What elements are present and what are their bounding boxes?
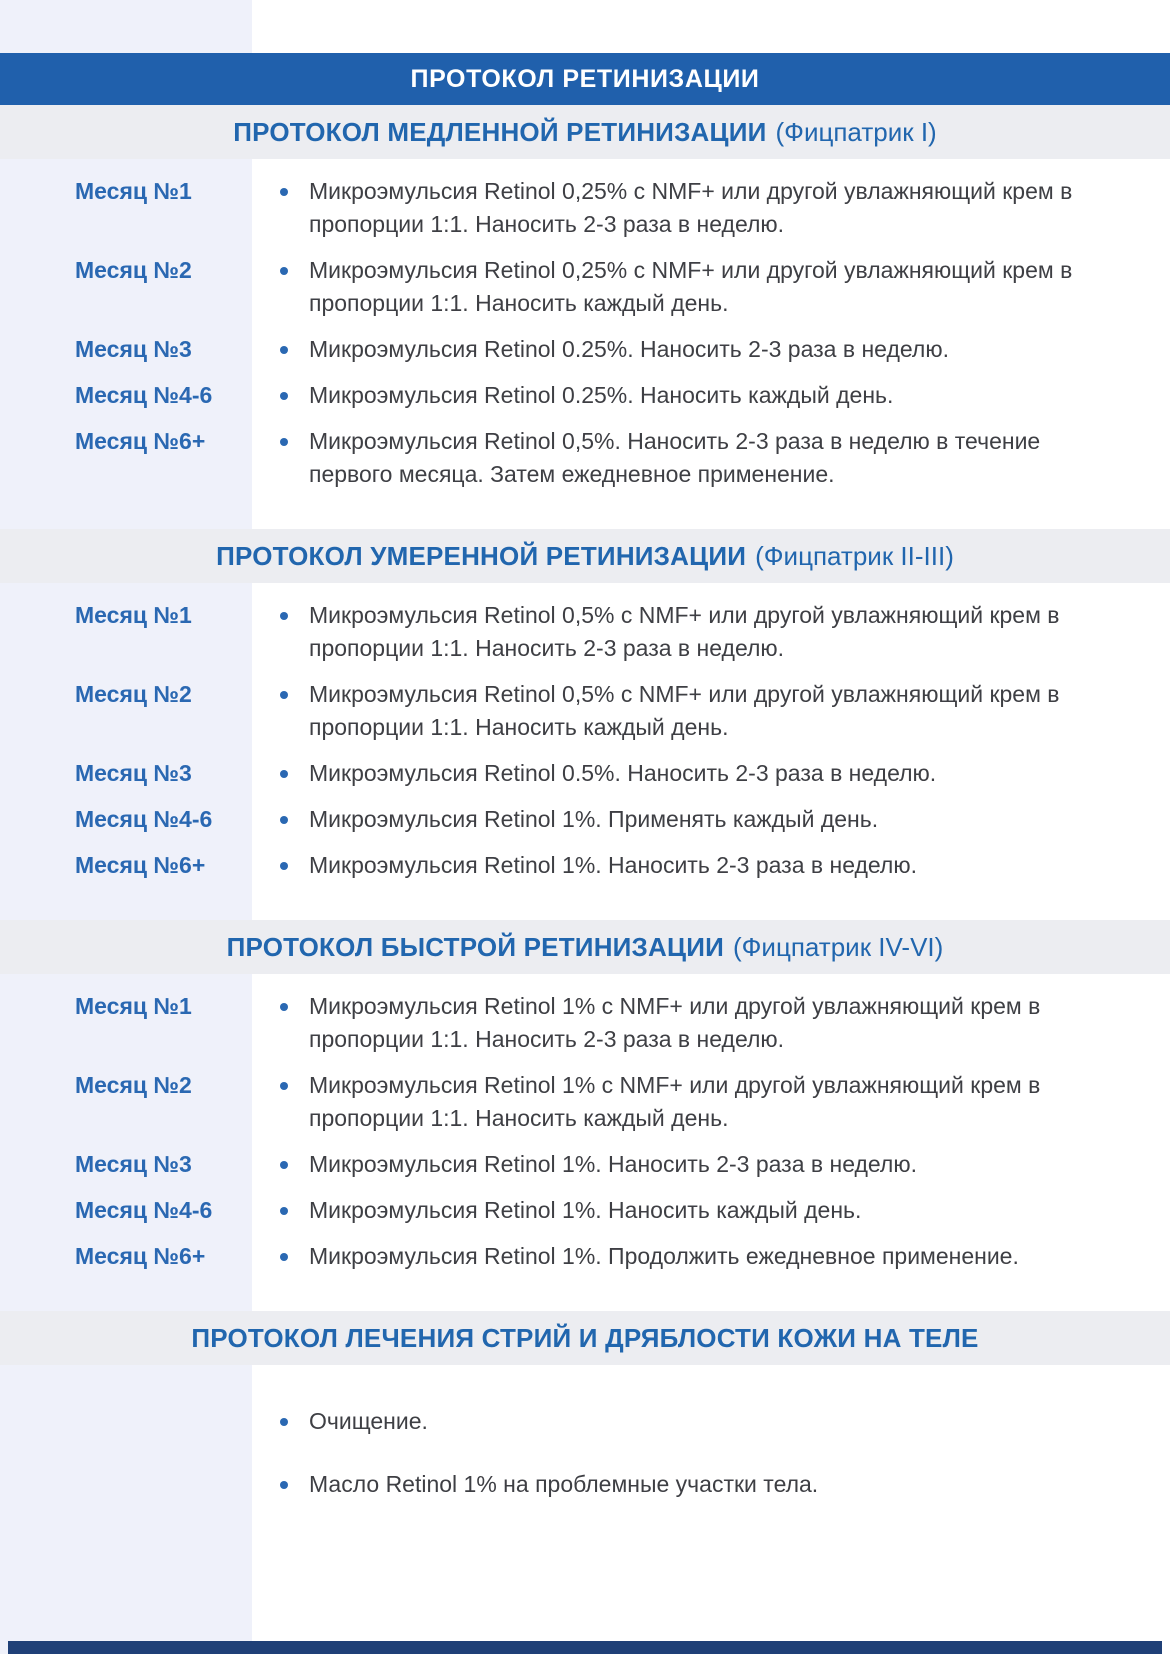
instruction-text: Микроэмульсия Retinol 0.25%. Наносить 2-3 раза в неделю. [309,336,949,362]
section-title: ПРОТОКОЛ МЕДЛЕННОЙ РЕТИНИЗАЦИИ [233,116,767,147]
month-label: Месяц №1 [75,602,192,628]
bullet-icon [280,612,288,620]
month-label: Месяц №3 [75,336,192,362]
bullet-icon [280,188,288,196]
instruction-text: Микроэмульсия Retinol 0,5% с NMF+ или другой увлажняющий крем в пропорции 1:1. Наносить каждый день. [309,681,1060,740]
bullet-icon [280,1082,288,1090]
month-label: Месяц №1 [75,178,192,204]
document-title-bar [0,53,1170,105]
instruction-text: Микроэмульсия Retinol 1%. Наносить 2-3 раза в неделю. [309,1151,917,1177]
instruction-text: Микроэмульсия Retinol 0.5%. Наносить 2-3 раза в неделю. [309,760,937,786]
bullet-icon [280,1207,288,1215]
row-body [280,1468,818,1501]
instruction-text: Микроэмульсия Retinol 0,5%. Наносить 2-3 раза в неделю в течение первого месяца. Затем ежедневное применение. [309,428,1041,487]
section-banner-slow-retinization [0,105,1170,159]
top-margin [0,0,1170,53]
protocol-row [0,1069,1170,1135]
protocol-row [0,1468,1170,1501]
bullet-icon [280,770,288,778]
month-label: Месяц №3 [75,1151,192,1177]
protocol-row [0,425,1170,491]
row-body [280,599,1084,665]
row-body [280,1194,861,1227]
bullet-icon [280,267,288,275]
instruction-text: Микроэмульсия Retinol 1%. Продолжить ежедневное применение. [309,1243,1019,1269]
bullet-icon [280,816,288,824]
protocol-row [0,175,1170,241]
section-rows-slow [0,159,1170,529]
bullet-icon [280,1418,288,1426]
section-subtitle: (Фицпатрик IV-VI) [733,931,944,962]
month-label: Месяц №4-6 [75,806,213,832]
protocol-row [0,1194,1170,1227]
bullet-icon [280,438,288,446]
protocol-row [0,757,1170,790]
month-label: Месяц №3 [75,760,192,786]
row-body [280,175,1084,241]
instruction-text: Масло Retinol 1% на проблемные участки тела. [309,1471,819,1497]
instruction-text: Очищение. [309,1408,428,1434]
section-rows-moderate [0,583,1170,920]
instruction-text: Микроэмульсия Retinol 0.25%. Наносить каждый день. [309,382,894,408]
section-banner-fast-retinization [0,920,1170,974]
row-body [280,678,1084,744]
row-body [280,1240,1019,1273]
section-rows-fast [0,974,1170,1311]
bullet-icon [280,862,288,870]
bullet-icon [280,691,288,699]
month-label: Месяц №2 [75,1072,192,1098]
month-label: Месяц №1 [75,993,192,1019]
row-body [280,254,1084,320]
month-label: Месяц №2 [75,681,192,707]
section-title: ПРОТОКОЛ ЛЕЧЕНИЯ СТРИЙ И ДРЯБЛОСТИ КОЖИ НА ТЕЛЕ [191,1322,979,1353]
row-body [280,1069,1084,1135]
section-title: ПРОТОКОЛ БЫСТРОЙ РЕТИНИЗАЦИИ [226,931,724,962]
protocol-row [0,599,1170,665]
row-body [280,849,917,882]
protocol-row [0,1148,1170,1181]
footer-bar [8,1641,1162,1654]
section-subtitle: (Фицпатрик II-III) [755,540,954,571]
protocol-row [0,254,1170,320]
protocol-row [0,678,1170,744]
bullet-icon [280,1003,288,1011]
instruction-text: Микроэмульсия Retinol 0,25% с NMF+ или другой увлажняющий крем в пропорции 1:1. Наносить каждый день. [309,257,1073,316]
row-body [280,379,893,412]
instruction-text: Микроэмульсия Retinol 0,25% с NMF+ или другой увлажняющий крем в пропорции 1:1. Наносить 2-3 раза в неделю. [309,178,1073,237]
row-body [280,990,1084,1056]
month-label: Месяц №6+ [75,428,206,454]
instruction-text: Микроэмульсия Retinol 1%. Наносить каждый день. [309,1197,862,1223]
instruction-text: Микроэмульсия Retinol 1% с NMF+ или другой увлажняющий крем в пропорции 1:1. Наносить 2-3 раза в неделю. [309,993,1041,1052]
protocol-row [0,379,1170,412]
protocol-row [0,333,1170,366]
protocol-row [0,1405,1170,1438]
page-title: ПРОТОКОЛ РЕТИНИЗАЦИИ [410,64,760,93]
section-title: ПРОТОКОЛ УМЕРЕННОЙ РЕТИНИЗАЦИИ [216,540,747,571]
row-body [280,757,936,790]
month-label: Месяц №6+ [75,1243,206,1269]
month-label: Месяц №2 [75,257,192,283]
row-body [280,803,878,836]
bullet-icon [280,1161,288,1169]
row-body [280,333,949,366]
bullet-icon [280,1253,288,1261]
bullet-icon [280,1481,288,1489]
instruction-text: Микроэмульсия Retinol 0,5% с NMF+ или другой увлажняющий крем в пропорции 1:1. Наносить 2-3 раза в неделю. [309,602,1060,661]
month-label: Месяц №4-6 [75,382,213,408]
protocol-row [0,990,1170,1056]
instruction-text: Микроэмульсия Retinol 1% с NMF+ или другой увлажняющий крем в пропорции 1:1. Наносить каждый день. [309,1072,1041,1131]
row-body [280,425,1084,491]
protocol-row [0,1240,1170,1273]
month-label: Месяц №4-6 [75,1197,213,1223]
month-label: Месяц №6+ [75,852,206,878]
bullet-icon [280,392,288,400]
row-body [280,1405,428,1438]
section-banner-body-treatment [0,1311,1170,1365]
section-subtitle: (Фицпатрик I) [775,116,937,147]
bullet-icon [280,346,288,354]
instruction-text: Микроэмульсия Retinol 1%. Применять каждый день. [309,806,879,832]
instruction-text: Микроэмульсия Retinol 1%. Наносить 2-3 раза в неделю. [309,852,917,878]
protocol-row [0,803,1170,836]
row-body [280,1148,917,1181]
protocol-row [0,849,1170,882]
section-banner-moderate-retinization [0,529,1170,583]
section-rows-body-treatment [0,1365,1170,1501]
